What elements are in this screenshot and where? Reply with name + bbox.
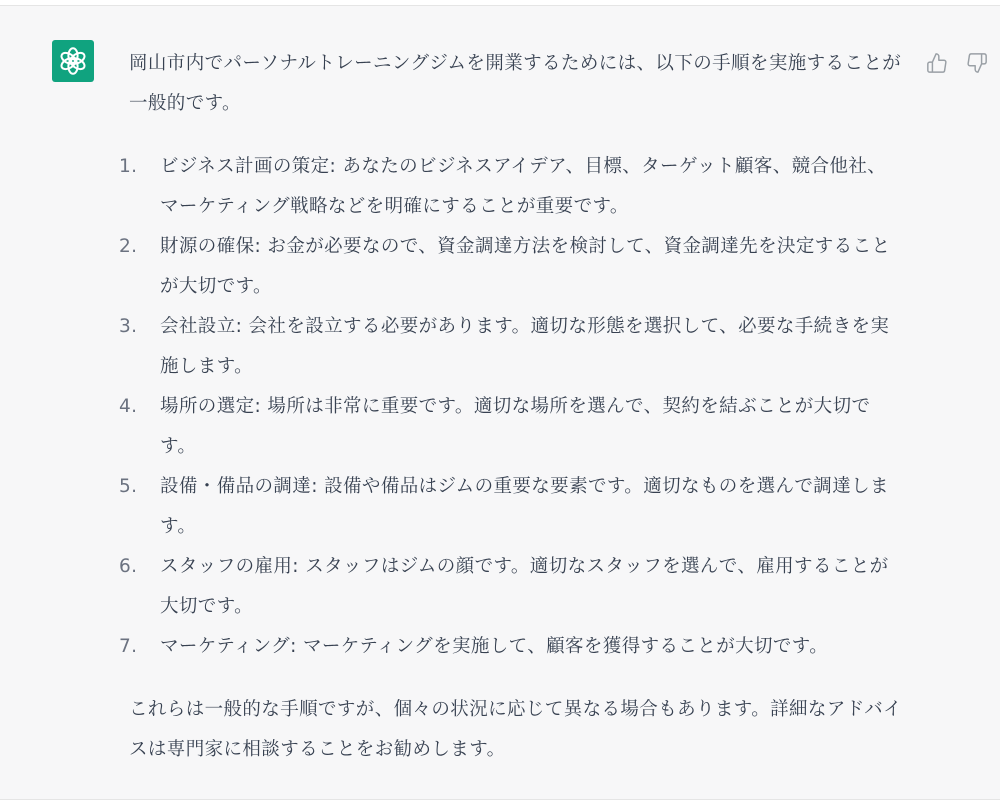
assistant-message (0, 5, 1000, 800)
thumbs-down-icon (966, 52, 988, 74)
list-item (119, 307, 904, 387)
list-number: 5. (119, 476, 138, 497)
list-item-text: 会社設立: 会社を設立する必要があります。適切な形態を選択して、必要な手続きを実施します。 (160, 316, 890, 377)
thumbs-down-button[interactable] (964, 50, 990, 76)
list-item (119, 387, 904, 467)
list-item (119, 627, 904, 667)
list-item-text: スタッフの雇用: スタッフはジムの顔です。適切なスタッフを選んで、雇用することが大切です。 (160, 556, 889, 617)
thumbs-up-button[interactable] (924, 50, 950, 76)
list-item (119, 467, 904, 547)
list-number: 3. (119, 316, 138, 337)
intro-paragraph: 岡山市内でパーソナルトレーニングジムを開業するためには、以下の手順を実施することが一般的です。 (129, 53, 902, 114)
list-item (119, 227, 904, 307)
list-number: 7. (119, 636, 138, 657)
list-item-text: 場所の選定: 場所は非常に重要です。適切な場所を選んで、契約を結ぶことが大切です。 (160, 396, 871, 457)
list-number: 6. (119, 556, 138, 577)
list-item-text: 財源の確保: お金が必要なので、資金調達方法を検討して、資金調達先を決定することが大切です。 (160, 236, 891, 297)
list-item (119, 547, 904, 627)
outro-paragraph: これらは一般的な手順ですが、個々の状況に応じて異なる場合もあります。詳細なアドバイスは専門家に相談することをお勧めします。 (129, 699, 903, 760)
list-item (119, 147, 904, 227)
list-number: 4. (119, 396, 138, 417)
openai-logo-icon (58, 46, 88, 76)
feedback-buttons (924, 50, 990, 76)
steps-list (119, 147, 904, 667)
list-number: 2. (119, 236, 138, 257)
message-content (119, 44, 904, 770)
assistant-avatar (52, 40, 94, 82)
list-item-text: 設備・備品の調達: 設備や備品はジムの重要な要素です。適切なものを選んで調達します。 (160, 476, 889, 537)
list-number: 1. (119, 156, 138, 177)
list-item-text: ビジネス計画の策定: あなたのビジネスアイデア、目標、ターゲット顧客、競合他社、マーケティング戦略などを明確にすることが重要です。 (160, 156, 887, 217)
thumbs-up-icon (926, 52, 948, 74)
list-item-text: マーケティング: マーケティングを実施して、顧客を獲得することが大切です。 (160, 636, 829, 657)
